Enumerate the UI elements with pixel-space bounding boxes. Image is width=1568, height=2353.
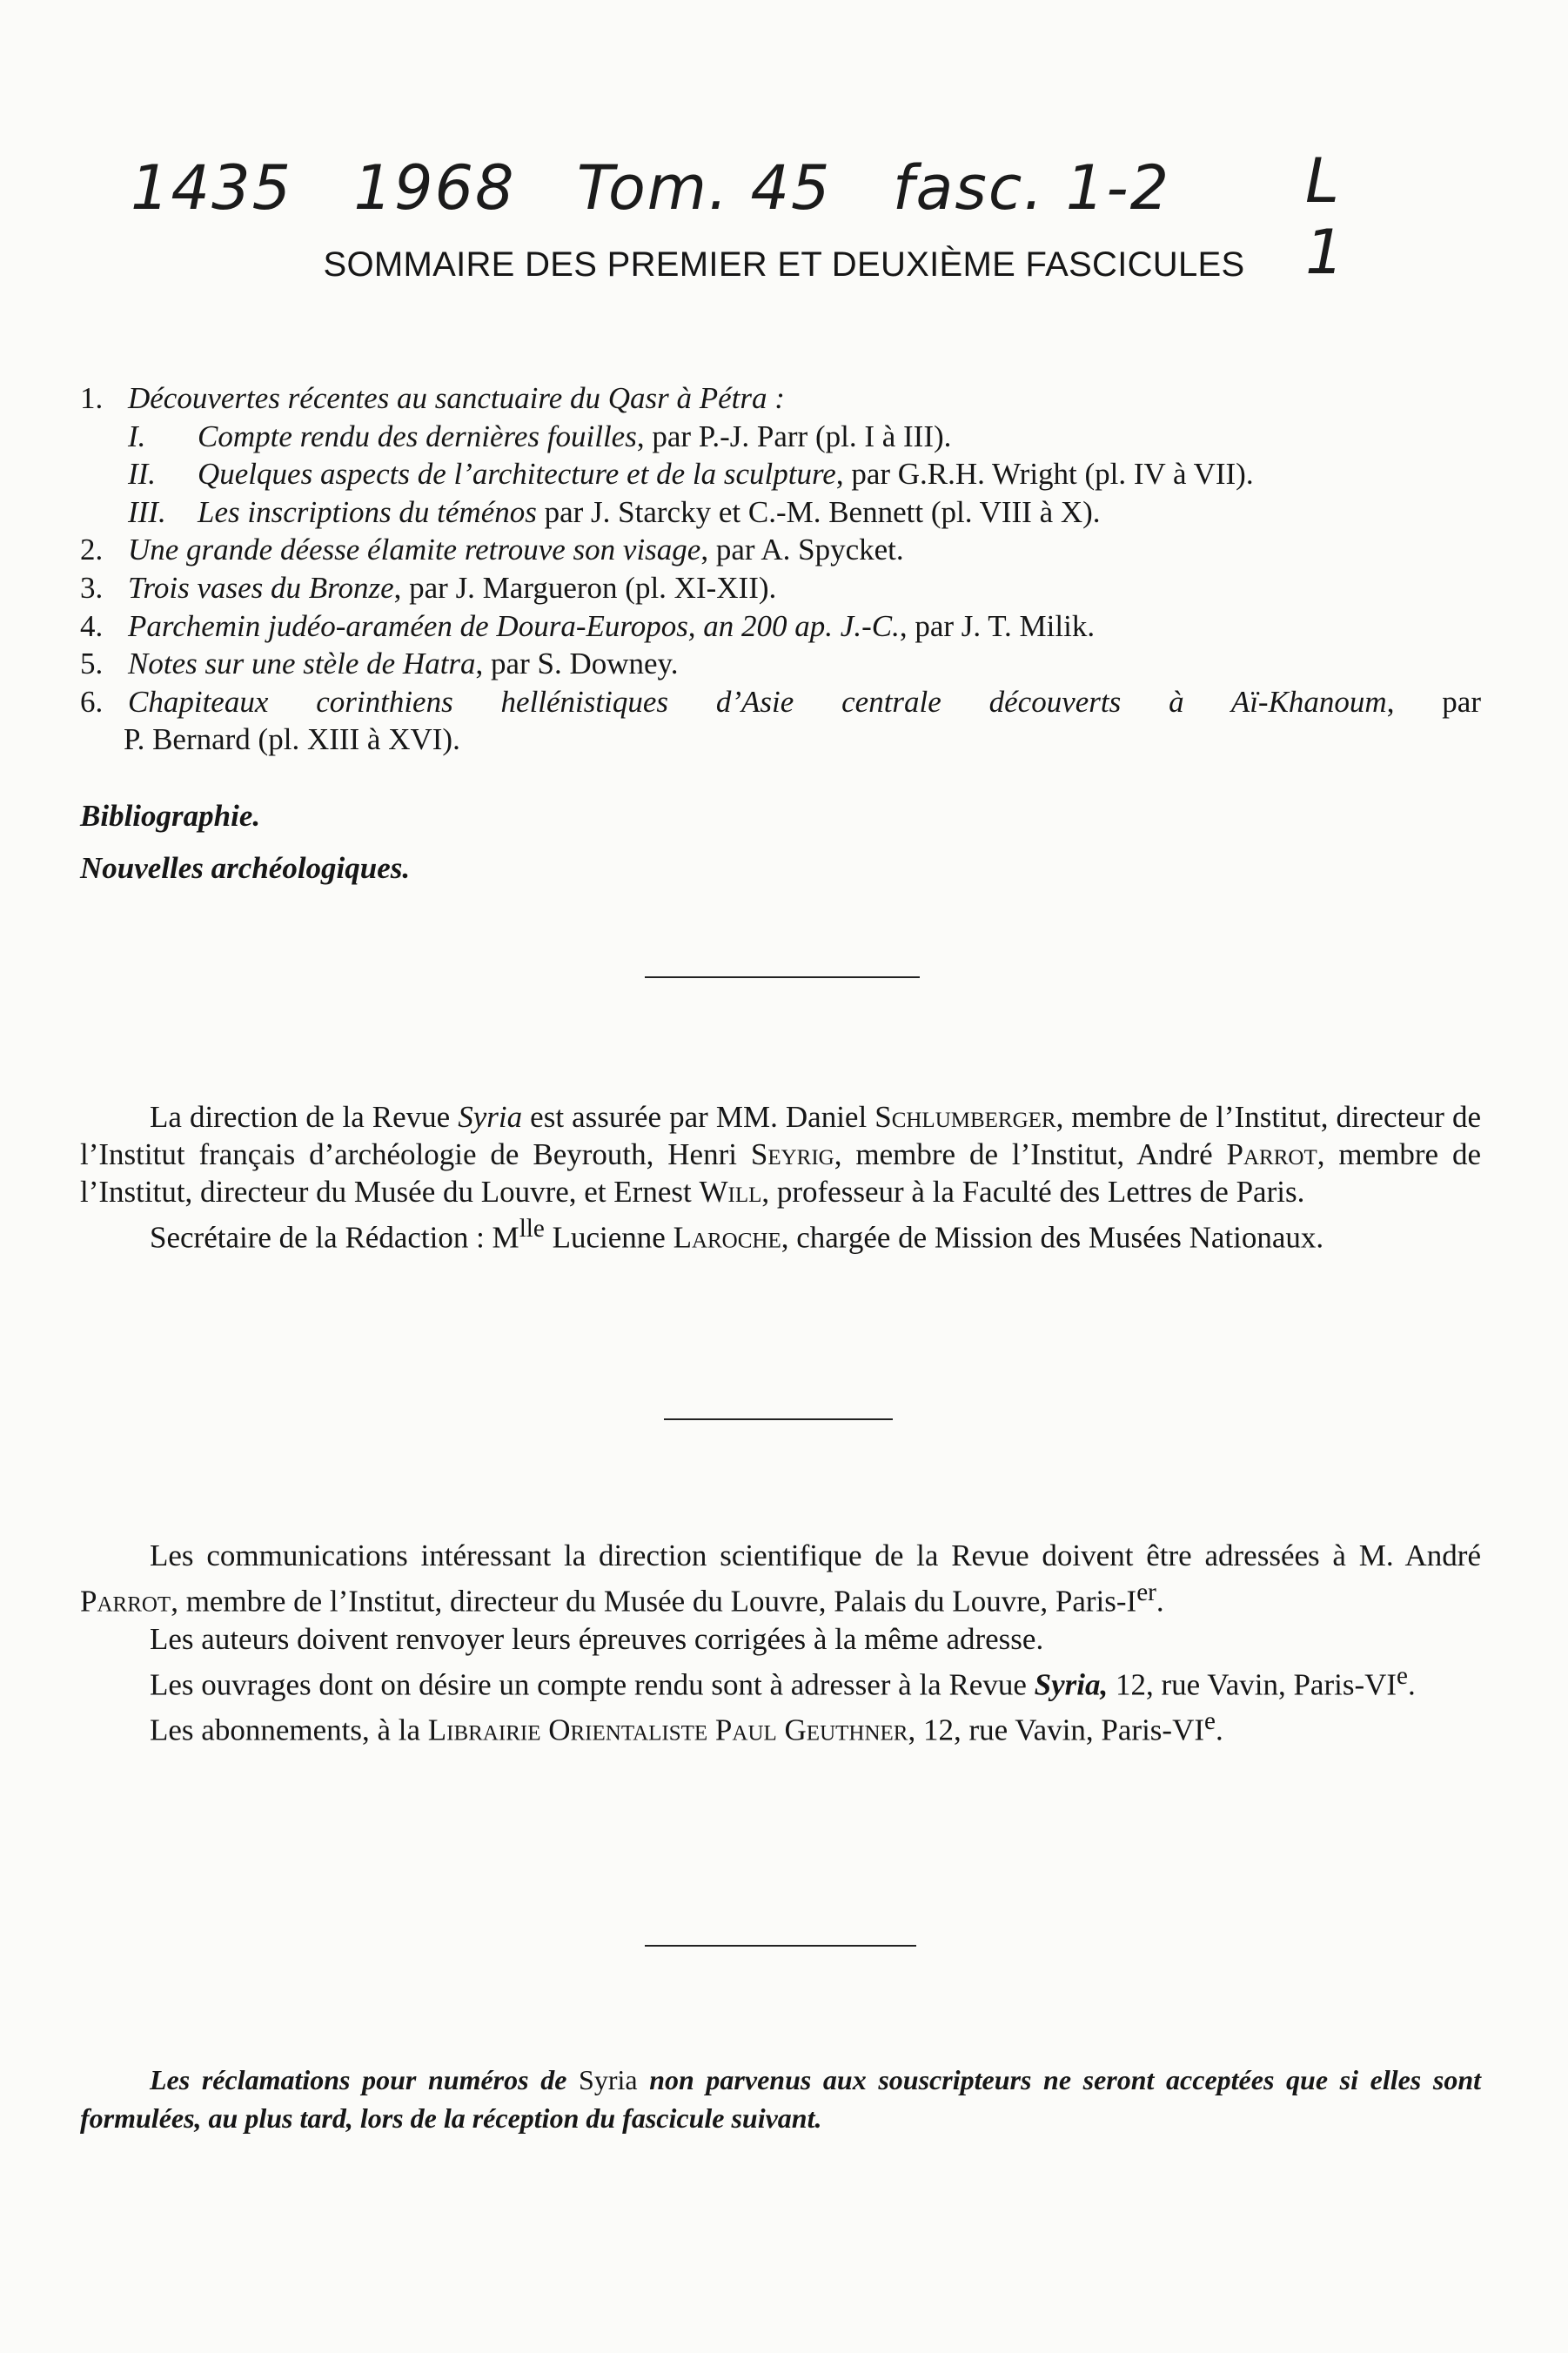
toc-item-title: Une grande déesse élamite retrouve son visage — [128, 533, 701, 567]
toc-item-title: Trois vases du Bronze — [128, 570, 394, 605]
proofs-paragraph: Les auteurs doivent renvoyer leurs épreuves corrigées à la même adresse. — [150, 1621, 1044, 1656]
toc-subitem — [80, 493, 1481, 532]
person-name: Will — [699, 1175, 762, 1209]
toc-item-number: 4. — [80, 608, 104, 643]
text: . — [1156, 1584, 1164, 1619]
toc-item — [80, 645, 1481, 683]
handwritten-year: 1968 — [353, 152, 516, 224]
toc-item-author: P. Bernard (pl. XIII à XVI). — [124, 722, 460, 757]
toc-subitem-number: I. — [128, 419, 146, 453]
text: , 12, rue Vavin, Paris-VI — [908, 1713, 1205, 1747]
toc-item-title: Chapiteaux corinthiens hellénistiques d’Asie centrale découverts à Aï-Khanoum — [128, 684, 1387, 719]
toc-item-title: Parchemin judéo-araméen de Doura-Europos, an 200 ap. J.-C. — [128, 608, 900, 643]
journal-name: Syria — [579, 2064, 638, 2095]
toc-item-continuation — [80, 721, 1481, 759]
toc-item-author: , par J. Margueron (pl. XI-XII). — [393, 570, 777, 605]
text: , membre de l’Institut, directeur du Musée du Louvre, Palais du Louvre, Paris-I — [171, 1584, 1137, 1619]
text: , chargée de Mission des Musées Nationaux. — [781, 1220, 1324, 1255]
person-name: Parrot — [1226, 1137, 1317, 1171]
toc-item — [80, 607, 1481, 646]
text: . — [1215, 1713, 1223, 1747]
text: . — [1408, 1667, 1416, 1702]
toc-subitem-title: Les inscriptions du téménos — [198, 494, 537, 529]
text: est assurée par MM. Daniel — [522, 1100, 875, 1134]
journal-name: Syria, — [1034, 1667, 1109, 1702]
toc-subitem-author: , par P.-J. Parr (pl. I à III). — [636, 419, 952, 453]
bibliographie-heading: Bibliographie. — [80, 799, 261, 833]
toc-item-author: , par J. T. Milik. — [899, 608, 1096, 643]
handwritten-mark: L 1 — [1305, 145, 1346, 288]
toc-subitem-number: II. — [128, 457, 157, 492]
text: , professeur à la Faculté des Lettres de Paris. — [761, 1175, 1305, 1209]
text: , membre de l’Institut, André — [834, 1137, 1227, 1171]
text: Les ouvrages dont on désire un compte rendu sont à adresser à la Revue — [150, 1667, 1035, 1702]
text: Les réclamations pour numéros de — [150, 2064, 580, 2095]
person-name: Schlumberger — [874, 1100, 1056, 1134]
toc-item-number: 5. — [80, 647, 104, 681]
person-name: Seyrig — [750, 1137, 834, 1171]
toc-item-author: , par S. Downey. — [475, 647, 679, 681]
subscriptions-paragraph — [80, 1703, 1481, 1749]
text: , membre de l’Institut, directeur du Musée du Louvre, et Ernest — [80, 1137, 1481, 1209]
toc-item — [80, 379, 1481, 418]
text: non parvenus aux souscripteurs ne seront acceptées que si elles sont formulées, au plus tard, lors de la réception du fascicule suivant. — [80, 2064, 1482, 2134]
handwritten-fascicule: fasc. 1-2 — [892, 152, 1171, 224]
direction-paragraph — [80, 1098, 1481, 1210]
text: 12, rue Vavin, Paris-VI — [1108, 1667, 1397, 1702]
text: Les communications intéressant la direction scientifique de la Revue doivent être adressées à M. André — [150, 1538, 1481, 1572]
section-divider — [645, 1945, 916, 1947]
publisher-name: Librairie Orientaliste Paul Geuthner — [427, 1713, 908, 1747]
superscript: e — [1397, 1661, 1408, 1690]
toc-subitem-number: III. — [128, 494, 166, 529]
toc-item — [80, 531, 1481, 569]
superscript: er — [1136, 1579, 1156, 1606]
toc-subitem — [80, 418, 1481, 456]
toc-item-title: Notes sur une stèle de Hatra — [128, 647, 476, 681]
toc-subitem-author: , par G.R.H. Wright (pl. IV à VII). — [835, 457, 1254, 492]
toc-subitem — [80, 455, 1481, 493]
extra-sections — [80, 799, 410, 903]
section-divider — [664, 1418, 893, 1420]
handwritten-number: 1435 — [131, 152, 293, 224]
direction-section — [80, 1098, 1481, 1257]
toc-item-number: 1. — [80, 381, 104, 415]
toc-item — [80, 569, 1481, 607]
page-title: SOMMAIRE DES PREMIER ET DEUXIÈME FASCICULES — [323, 245, 1245, 284]
toc-item-number: 6. — [80, 684, 104, 719]
secretary-paragraph — [80, 1210, 1481, 1257]
toc-item-number: 2. — [80, 533, 104, 567]
superscript: e — [1204, 1707, 1216, 1736]
handwritten-tome: Tom. 45 — [576, 152, 832, 224]
toc-subitem-author: par J. Starcky et C.-M. Bennett (pl. VIII à X). — [536, 494, 1101, 529]
toc-item — [80, 683, 1481, 721]
toc-subitem-title: Quelques aspects de l’architecture et de la sculpture — [198, 457, 836, 492]
section-divider — [645, 976, 920, 978]
text: La direction de la Revue — [150, 1100, 459, 1134]
reviews-paragraph — [80, 1658, 1481, 1704]
text: Secrétaire de la Rédaction : M — [150, 1220, 519, 1255]
journal-name: Syria — [458, 1100, 523, 1134]
claims-note — [80, 2061, 1481, 2137]
person-name: Laroche — [673, 1220, 781, 1255]
person-name: Parrot — [80, 1584, 171, 1619]
toc-subitem-title: Compte rendu des dernières fouilles — [198, 419, 637, 453]
text: , membre de l’Institut, directeur de l’Institut français d’archéologie de Beyrouth, Henri — [80, 1100, 1481, 1171]
nouvelles-heading: Nouvelles archéologiques. — [80, 851, 411, 885]
toc-item-author: , par — [1386, 684, 1481, 719]
text: Les abonnements, à la — [150, 1713, 428, 1747]
communications-section — [80, 1537, 1481, 1749]
communications-paragraph — [80, 1537, 1481, 1620]
superscript: lle — [519, 1215, 545, 1243]
text: Lucienne — [544, 1220, 673, 1255]
toc-item-author: , par A. Spycket. — [700, 533, 904, 567]
table-of-contents — [80, 379, 1481, 759]
toc-item-number: 3. — [80, 570, 104, 605]
toc-item-title: Découvertes récentes au sanctuaire du Qasr à Pétra : — [128, 381, 785, 415]
